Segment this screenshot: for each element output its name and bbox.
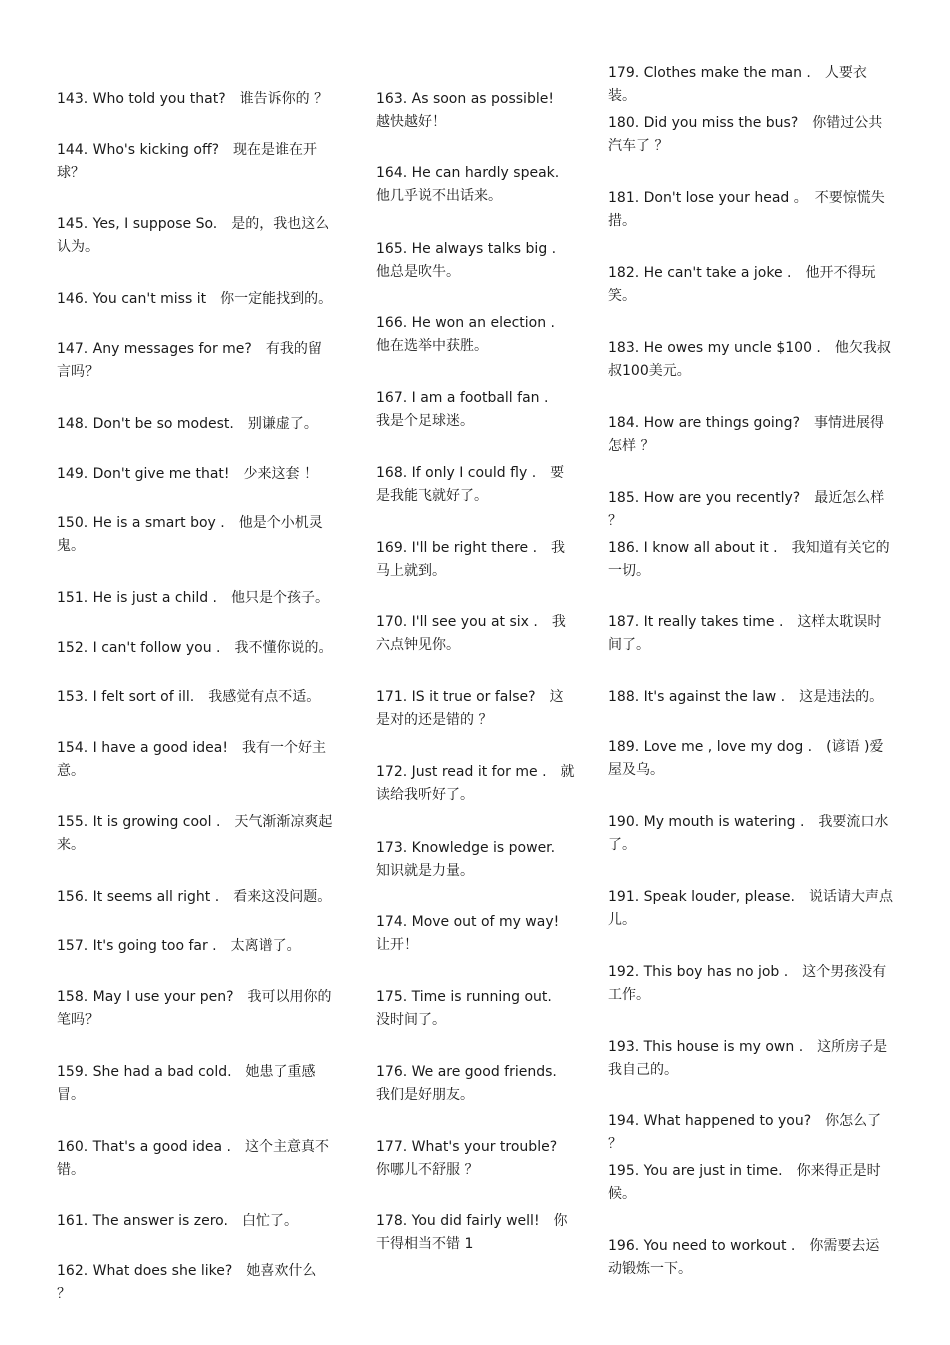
phrase-entry: 189. Love me , love my dog . (谚语 )爱屋及乌。 [608, 739, 884, 778]
phrase-entry: 187. It really takes time . 这样太耽误时间了。 [608, 614, 882, 653]
phrase-entry: 157. It's going too far . 太离谱了。 [57, 938, 301, 954]
phrase-entry: 182. He can't take a joke . 他开不得玩笑。 [608, 265, 876, 304]
phrase-entry: 192. This boy has no job . 这个男孩没有工作。 [608, 964, 887, 1003]
phrase-entry: 167. I am a football fan . 我是个足球迷。 [376, 390, 563, 429]
phrase-entry: 149. Don't give me that! 少来这套 ！ [57, 466, 318, 482]
phrase-entry: 164. He can hardly speak. 他几乎说不出话来。 [376, 165, 574, 204]
phrase-entry: 190. My mouth is watering . 我要流口水了。 [608, 814, 889, 853]
phrase-entry: 195. You are just in time. 你来得正是时候。 [608, 1163, 881, 1202]
phrase-entry: 188. It's against the law . 这是违法的。 [608, 689, 884, 705]
phrase-entry: 165. He always talks big . 他总是吹牛。 [376, 241, 571, 280]
phrase-entry: 160. That's a good idea . 这个主意真不错。 [57, 1139, 329, 1178]
phrase-entry: 156. It seems all right . 看来这没问题。 [57, 889, 332, 905]
phrase-entry: 172. Just read it for me . 就读给我听好了。 [376, 764, 575, 803]
phrase-entry: 177. What's your trouble? 你哪儿不舒服 ？ [376, 1139, 572, 1178]
phrase-entry: 143. Who told you that? 谁告诉你的 ？ [57, 91, 329, 107]
phrase-entry: 171. IS it true or false? 这是对的还是错的 ？ [376, 689, 564, 728]
phrase-entry: 196. You need to workout . 你需要去运动锻炼一下。 [608, 1238, 880, 1277]
phrase-entry: 184. How are things going? 事情进展得怎样 ？ [608, 415, 884, 454]
phrase-entry: 186. I know all about it . 我知道有关它的一切。 [608, 540, 890, 579]
phrase-entry: 163. As soon as possible! 越快越好！ [376, 91, 568, 130]
phrase-entry: 166. He won an election . 他在选举中获胜。 [376, 315, 569, 354]
phrase-entry: 191. Speak louder, please. 说话请大声点儿。 [608, 889, 893, 928]
phrase-entry: 158. May I use your pen? 我可以用你的笔吗？ [57, 989, 332, 1028]
phrase-entry: 155. It is growing cool . 天气渐渐凉爽起来。 [57, 814, 333, 853]
phrase-entry: 168. If only I could fly . 要是我能飞就好了。 [376, 465, 565, 504]
phrase-entry: 151. He is just a child . 他只是个孩子。 [57, 590, 330, 606]
phrase-entry: 170. I'll see you at six . 我六点钟见你。 [376, 614, 566, 653]
phrase-entry: 148. Don't be so modest. 别谦虚了。 [57, 416, 318, 432]
phrase-entry: 181. Don't lose your head 。 不要惊慌失措。 [608, 190, 885, 229]
phrase-entry: 145. Yes, I suppose So. 是的，我也这么认为。 [57, 216, 330, 255]
phrase-entry: 183. He owes my uncle $100 . 他欠我叔叔100美元。 [608, 340, 891, 379]
phrase-entry: 185. How are you recently? 最近怎么样 ？ [608, 490, 885, 529]
phrase-entry: 180. Did you miss the bus? 你错过公共汽车了 ？ [608, 115, 883, 154]
phrase-entry: 146. You can't miss it 你一定能找到的。 [57, 291, 333, 307]
phrase-entry: 154. I have a good idea! 我有一个好主意。 [57, 740, 326, 779]
phrase-entry: 179. Clothes make the man . 人要衣装。 [608, 65, 867, 104]
phrase-entry: 178. You did fairly well! 你干得相当不错 1 [376, 1213, 568, 1252]
phrase-entry: 147. Any messages for me? 有我的留言吗？ [57, 341, 322, 380]
phrase-entry: 175. Time is running out. 没时间了。 [376, 989, 566, 1028]
phrase-entry: 159. She had a bad cold. 她患了重感冒。 [57, 1064, 316, 1103]
phrase-entry: 161. The answer is zero. 白忙了。 [57, 1213, 298, 1229]
phrase-entry: 176. We are good friends. 我们是好朋友。 [376, 1064, 571, 1103]
phrase-entry: 169. I'll be right there . 我马上就到。 [376, 540, 566, 579]
phrase-entry: 193. This house is my own . 这所房子是我自己的。 [608, 1039, 888, 1078]
phrase-entry: 173. Knowledge is power. 知识就是力量。 [376, 840, 570, 879]
phrase-entry: 150. He is a smart boy . 他是个小机灵鬼。 [57, 515, 323, 554]
phrase-entry: 153. I felt sort of ill. 我感觉有点不适。 [57, 689, 321, 705]
phrase-entry: 162. What does she like? 她喜欢什么 ？ [57, 1263, 317, 1302]
phrase-entry: 152. I can't follow you . 我不懂你说的。 [57, 640, 333, 656]
phrase-entry: 144. Who's kicking off? 现在是谁在开球？ [57, 142, 318, 181]
phrase-entry: 174. Move out of my way! 让开！ [376, 914, 574, 953]
phrase-entry: 194. What happened to you? 你怎么了 ？ [608, 1113, 882, 1152]
